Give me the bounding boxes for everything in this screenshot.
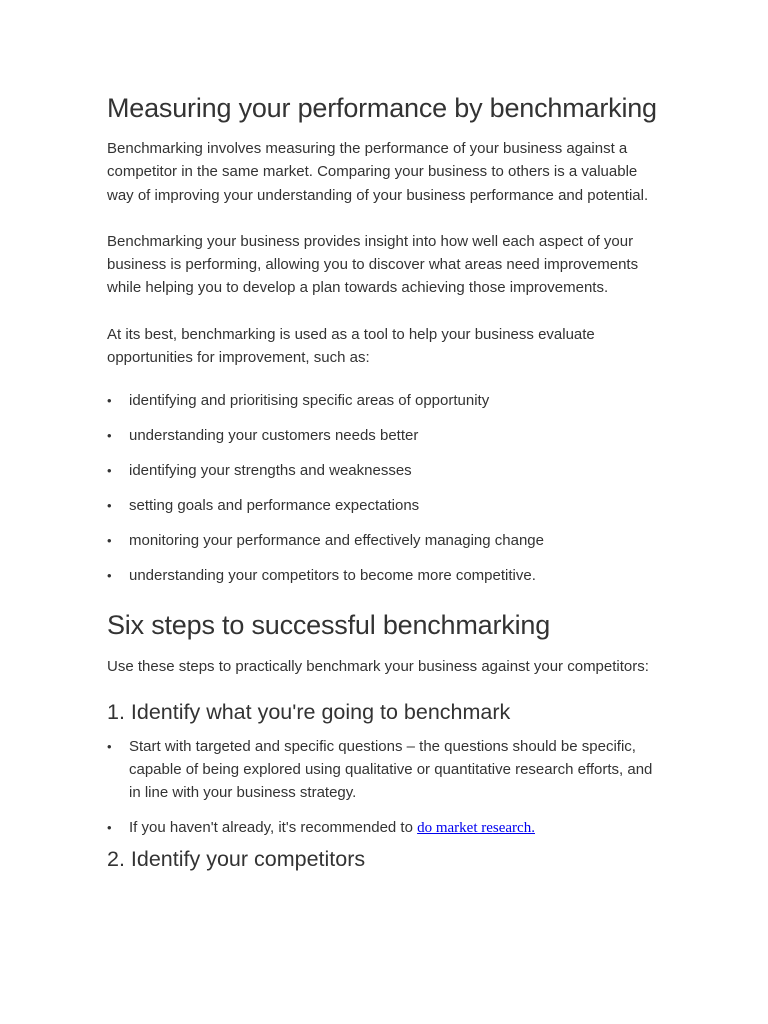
list-item: • identifying your strengths and weaknesses [107,459,667,482]
opportunities-list [107,389,667,587]
list-item: • If you haven't already, it's recommended to do market research. [107,816,667,840]
steps-heading: Six steps to successful benchmarking [107,610,551,641]
step-1-list [107,735,667,841]
market-research-link[interactable]: do market research. [417,820,535,837]
steps-intro-paragraph: Use these steps to practically benchmark your business against your competitors: [107,658,649,676]
step-2-heading: 2. Identify your competitors [107,847,366,872]
list-item: • Start with targeted and specific questions – the questions should be specific, capable of being explored using qualitative or quantitative research efforts, and in line with your business strategy. [107,735,667,805]
bullet-icon: • [107,820,112,836]
page-title: Measuring your performance by benchmarking [107,93,657,123]
bullet-icon: • [107,463,112,479]
bullet-icon: • [107,393,112,409]
list-item: • setting goals and performance expectations [107,494,667,517]
insight-paragraph: Benchmarking your business provides insight into how well each aspect of your business is performing, allowing you to discover what areas need improvements while helping you to develop a plan towards achieving those improvements. [107,232,639,297]
document-page [107,92,667,882]
list-item: • identifying and prioritising specific areas of opportunity [107,389,667,412]
intro-paragraph: Benchmarking involves measuring the performance of your business against a competitor in the same market. Comparing your business to others is a valuable way of improving your understanding of your business performance and potential. [107,140,649,204]
bullet-icon: • [107,533,112,549]
opportunities-intro-paragraph: At its best, benchmarking is used as a tool to help your business evaluate opportunities for improvement, such as: [107,325,595,367]
step-1-heading: 1. Identify what you're going to benchmark [107,699,511,724]
bullet-icon: • [107,428,112,444]
list-item: • understanding your customers needs better [107,424,667,447]
list-item: • understanding your competitors to become more competitive. [107,564,667,587]
bullet-icon: • [107,568,112,584]
bullet-icon: • [107,498,112,514]
bullet-icon: • [107,738,112,754]
list-item: • monitoring your performance and effectively managing change [107,529,667,552]
